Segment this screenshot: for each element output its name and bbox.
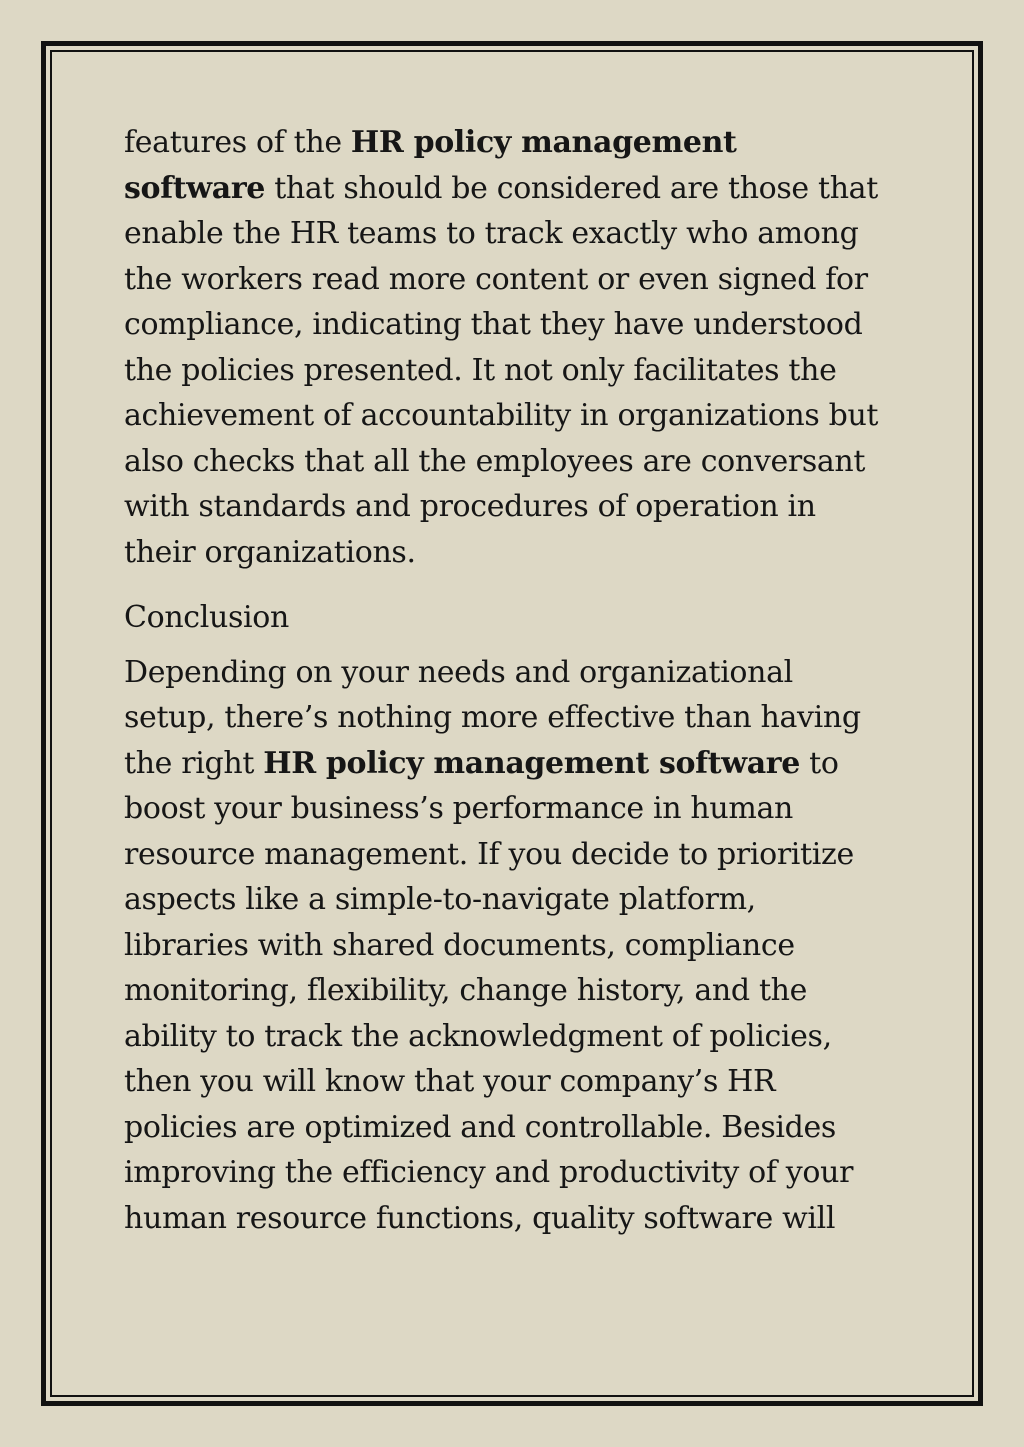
text-line: the workers read more content or even signed for: [124, 261, 868, 297]
text-line: [124, 120, 904, 166]
bold-keyword: software: [124, 170, 266, 206]
document-body: [124, 120, 904, 1241]
text-line: ability to track the acknowledgment of policies,: [124, 1018, 832, 1054]
text-line: their organizations.: [124, 534, 416, 570]
text-line: with standards and procedures of operation in: [124, 489, 816, 524]
text-line: then you will know that your company’s HR: [124, 1064, 776, 1099]
paragraph-features: [124, 120, 904, 575]
text-line: achievement of accountability in organizations but: [124, 398, 879, 433]
text-line: also checks that all the employees are conversant: [124, 443, 866, 479]
text-span: features of the: [124, 125, 351, 160]
text-line: boost your business’s performance in human: [124, 791, 793, 826]
text-line: policies are optimized and controllable. Besides: [124, 1109, 836, 1145]
spacer: [124, 641, 904, 650]
section-heading-conclusion: Conclusion: [124, 600, 289, 635]
text-span: that should be considered are those that: [265, 170, 878, 206]
text-line: human resource functions, quality software will: [124, 1200, 836, 1236]
text-line: libraries with shared documents, compliance: [124, 927, 795, 963]
text-line: improving the efficiency and productivity of your: [124, 1155, 854, 1190]
text-span: the right: [124, 745, 264, 781]
text-line: compliance, indicating that they have understood: [124, 307, 863, 342]
spacer: [124, 575, 904, 595]
text-line: the policies presented. It not only facilitates the: [124, 352, 837, 388]
text-line: Depending on your needs and organizational: [124, 654, 793, 690]
paragraph-conclusion: [124, 650, 904, 1242]
text-line: resource management. If you decide to prioritize: [124, 836, 854, 872]
text-line: monitoring, flexibility, change history, and the: [124, 973, 808, 1008]
text-line: setup, there’s nothing more effective than having: [124, 700, 861, 735]
text-line: aspects like a simple-to-navigate platform,: [124, 882, 756, 917]
text-span: to: [799, 745, 839, 781]
text-line: [124, 741, 904, 787]
text-line: enable the HR teams to track exactly who among: [124, 216, 859, 251]
text-line: [124, 166, 904, 212]
bold-keyword: HR policy management: [350, 125, 737, 160]
bold-keyword: HR policy management software: [263, 745, 800, 781]
